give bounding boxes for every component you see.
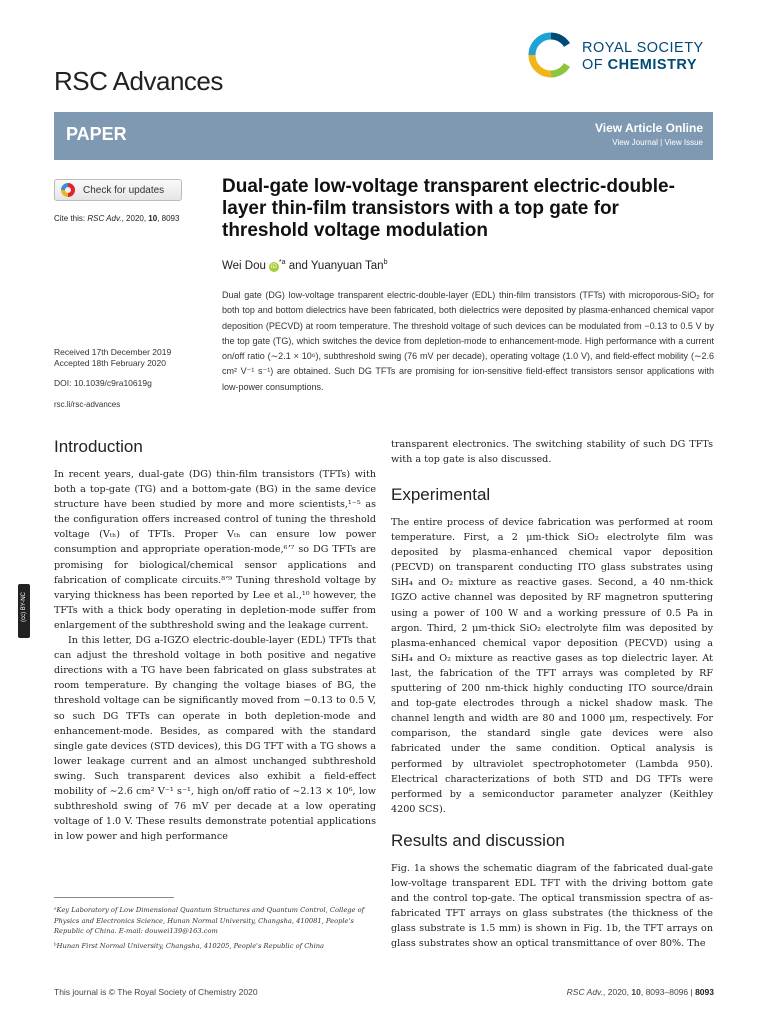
paragraph: In this letter, DG a-IGZO electric-double-layer (EDL) TFTs that can adjust the threshold voltage in both positive and negative directions with a TG have been fabricated on glass substrates at room temperature. By changing the voltage biases of BG, the threshold voltage can be significantly moved from −0.13 to 0.5 V, so such DG TFTs can operate in both depletion-mode and enhancement-mode. Besides, as compared with the standard single gate devices (STD devices), this DG TFT with a TG shows a lower leakage current and an almost unchanged subthreshold swing. Such transparent devices also exhibit a field-effect mobility of ∼2.6 cm² V⁻¹ s⁻¹, high on/off ratio of ∼2.13 × 10⁶, low subthreshold swing of 76 mV per decade at a low operating voltage of 1.0 V. These results demonstrate potential applications in low power and high performance [54,635,376,843]
footer-separator: | [688,987,696,997]
cite-journal: RSC Adv. [87,214,122,223]
publisher-line1: ROYAL SOCIETY [582,40,704,56]
check-for-updates-label: Check for updates [83,184,165,196]
article-type-label: PAPER [66,124,127,144]
footnote-divider [54,897,174,898]
author-name[interactable]: Wei Dou [222,259,266,272]
received-date: Received 17th December 2019 [54,347,172,357]
footnotes [54,905,376,955]
check-for-updates-button[interactable] [54,179,182,201]
abstract: Dual gate (DG) low-voltage transparent electric-double-layer (EDL) thin-film transistors (TFTs) with microporous-SiO₂ for both top and bottom dielectrics have been fabricated, both dielectrics were deposited by plasma-enhanced chemical vapor deposition (PECVD) at room temperature. The threshold voltage of such devices can be modulated from −0.13 to 0.5 V by the top gate (TG), which switches the device from depletion-mode to enhancement-mode. High performance with a current on/off ratio (∼2.1 × 10⁶), subthreshold swing (76 mV per decade), operating voltage (1.0 V), and field-effect mobility (∼2.6 cm² V⁻¹ s⁻¹) are obtained. Such DG TFTs are promising for ion-sensitive field-effect transistors sensor applications with low-power consumptions. [222,290,714,392]
right-intro-continuation [391,437,713,467]
article-type-banner [54,112,713,160]
rsc-logo[interactable] [528,30,718,86]
paragraph: Fig. 1a shows the schematic diagram of the fabricated dual-gate low-voltage transparent EDL TFT with the driving bottom gate and the control top-gate. The optical transmission spectra of as-fabricated TFT arrays on glass substrates (the thickness of the glass substrate is 1.5 mm) is shown in Fig. 1b, the TFT arrays on glass substrates show an optical transmittance of over 80%. The [391,863,713,950]
intro-body [54,467,376,844]
journal-link[interactable]: rsc.li/rsc-advances [54,400,121,409]
section-heading: Introduction [54,437,143,456]
cc-license-icon[interactable] [18,584,30,638]
citation-line [54,214,179,223]
author-affiliation-mark: *a [278,259,286,266]
journal-name: RSC Advances [54,66,223,96]
results-body [391,861,713,952]
cite-prefix: Cite this: [54,214,86,223]
section-heading: Experimental [391,485,491,504]
orcid-icon[interactable]: iD [269,262,279,272]
page-footer [567,987,714,997]
view-links [612,138,703,147]
footer-year: , 2020, [603,987,632,997]
experimental-body [391,515,713,817]
accepted-date: Accepted 18th February 2020 [54,358,166,368]
paragraph: The entire process of device fabrication was performed at room temperature. First, a 2 μm-thick SiO₂ electrolyte film was deposited by plasma-enhanced chemical vapor deposition (PECVD) on transparent conducting ITO glass substrates using SiH₄ and O₂ mixture as reactive gases. Second, a 40 nm-thick IGZO active channel was deposited by RF magnetron sputtering using a power of 100 W and a working pressure of 0.5 Pa in argon. Third, 2 μm-thick SiO₂ electrolyte film was deposited by plasma-enhanced chemical vapor deposition (PECVD) using a SiH₄ and O₂ mixture as reactive gases as top dielectric layer. At last, the fabrication of the TFT arrays was completed by RF sputtering of 200 nm-thick highly conducting ITO source/drain and top-gate electrodes through a nickel shadow mask. The channel length and width are 80 and 1000 μm, respectively. For comparison, the standard single gate devices were also fabricated under the same condition. Optical analysis is performed by ultraviolet spectrophotometer (Lambda 950). Electrical characterizations of both STD and DG TFTs were performed by a semiconductor parameter analyzer (Keithley 4200 SCS). [391,517,713,815]
cite-volume: 10 [148,214,158,223]
publisher-of: OF [582,57,604,73]
view-article-online-link[interactable]: View Article Online [594,121,703,135]
paragraph: transparent electronics. The switching stability of such DG TFTs with a top gate is also discussed. [391,439,713,466]
footer-journal: RSC Adv. [566,987,604,997]
author-list [222,259,388,272]
author-affiliation-mark: b [383,259,388,266]
rsc-ring-icon [528,32,574,78]
author-name[interactable]: Yuanyuan Tan [310,259,384,272]
cite-page: , 8093 [157,214,180,223]
cite-year: , 2020, [121,214,149,223]
footer-pages: , 8093–8096 [640,987,689,997]
section-heading: Results and discussion [391,831,565,850]
link-separator: | [657,138,665,147]
view-journal-link[interactable]: View Journal [612,138,658,147]
publisher-chemistry: CHEMISTRY [607,57,698,73]
article-title: Dual-gate low-voltage transparent electric-double-layer thin-film transistors with a top gate for threshold voltage modulation [222,176,675,241]
publisher-line2 [582,57,697,73]
license-label: (cc) BY-NC [21,592,27,622]
copyright-footer: This journal is © The Royal Society of Chemistry 2020 [54,987,258,997]
footer-volume: 10 [631,987,641,997]
paragraph: In recent years, dual-gate (DG) thin-film transistors (TFTs) with both a top-gate (TG) and a bottom-gate (BG) in the same device structure have been studied by more and more scientists,¹⁻⁵ as the configuration offers increased control of tuning the threshold voltage (Vₜₕ) of TFTs. Proper Vₜₕ can ensure low power consumption and appropriate operation-mode,⁶ʼ⁷ so DG TFTs are promising for biological/chemical sensor applications and fabrication of complicate circuits.⁸ʼ⁹ Tuning threshold voltage by varying thickness has been reported by Lee et al.,¹⁰ however, the TFTs with a thick body operating in depletion-mode suffer from enlargement of the subthreshold swing and the leakage current. [54,469,376,631]
author-join: and [285,259,311,272]
footnote: ᵃKey Laboratory of Low Dimensional Quantum Structures and Quantum Control, College of Physics and Electronics Science, Hunan Normal University, Changsha, 410081, People's Republic of China. E-mail: douwei139@163.com [54,906,365,935]
dates [54,347,171,369]
page-number: 8093 [695,987,714,997]
view-issue-link[interactable]: View Issue [664,138,703,147]
crossmark-icon [61,183,75,197]
doi[interactable]: DOI: 10.1039/c9ra10619g [54,378,152,388]
footnote: ᵇHunan First Normal University, Changsha, 410205, People's Republic of China [54,941,325,950]
